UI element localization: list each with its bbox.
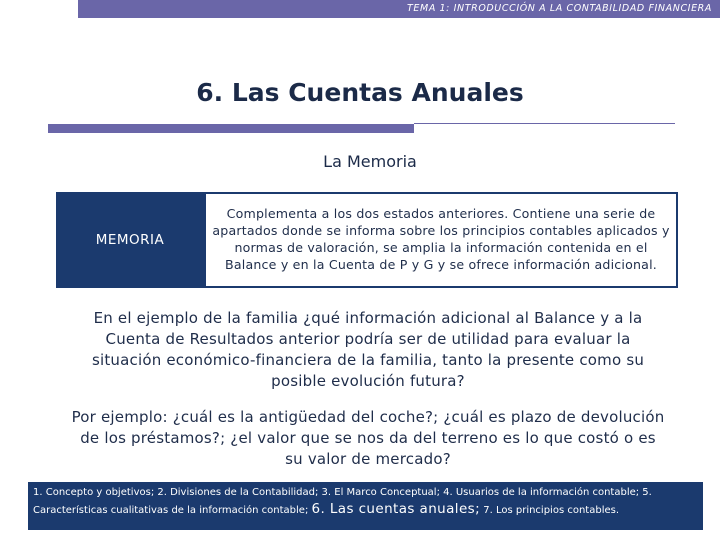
memoria-description: Complementa a los dos estados anteriores. Contiene una serie de apartados donde se informa sobre los principios contables aplicados y normas de valoración, se amplia la información contenida en el Balance y en la Cuenta de P y G y se ofrece información adicional. xyxy=(212,206,670,272)
slide-subtitle: La Memoria xyxy=(323,152,417,171)
footer-topics-after: 7. Los principios contables. xyxy=(483,505,620,516)
title-underline-thick xyxy=(48,124,414,133)
memoria-label-box xyxy=(56,192,204,288)
example-question-paragraph: En el ejemplo de la familia ¿qué información adicional al Balance y a la Cuenta de Resultados anterior podría ser de utilidad para evaluar la situación económico-financiera de la familia, tanto la presente como su posible evolución futura? xyxy=(91,309,645,390)
memoria-label: MEMORIA xyxy=(95,232,165,248)
example-answer-paragraph: Por ejemplo: ¿cuál es la antigüedad del coche?; ¿cuál es plazo de devolución de los préstamos?; ¿el valor que se nos da del terreno es lo que costó o es su valor de mercado? xyxy=(71,408,665,468)
memoria-description-box xyxy=(204,192,678,288)
footer-topics-before: 1. Concepto y objetivos; 2. Divisiones de la Contabilidad; 3. El Marco Conceptual; 4. Usuarios de la información contable; 5. Características cualitativas de la información contable; xyxy=(33,487,652,516)
topic-header-bar xyxy=(78,0,720,18)
slide-title: 6. Las Cuentas Anuales xyxy=(196,78,524,107)
topic-navigation-footer xyxy=(28,482,703,530)
title-underline-thin xyxy=(414,123,675,124)
topic-header-text: TEMA 1: INTRODUCCIÓN A LA CONTABILIDAD FINANCIERA xyxy=(407,3,712,14)
footer-current-topic: 6. Las cuentas anuales; xyxy=(311,501,481,517)
